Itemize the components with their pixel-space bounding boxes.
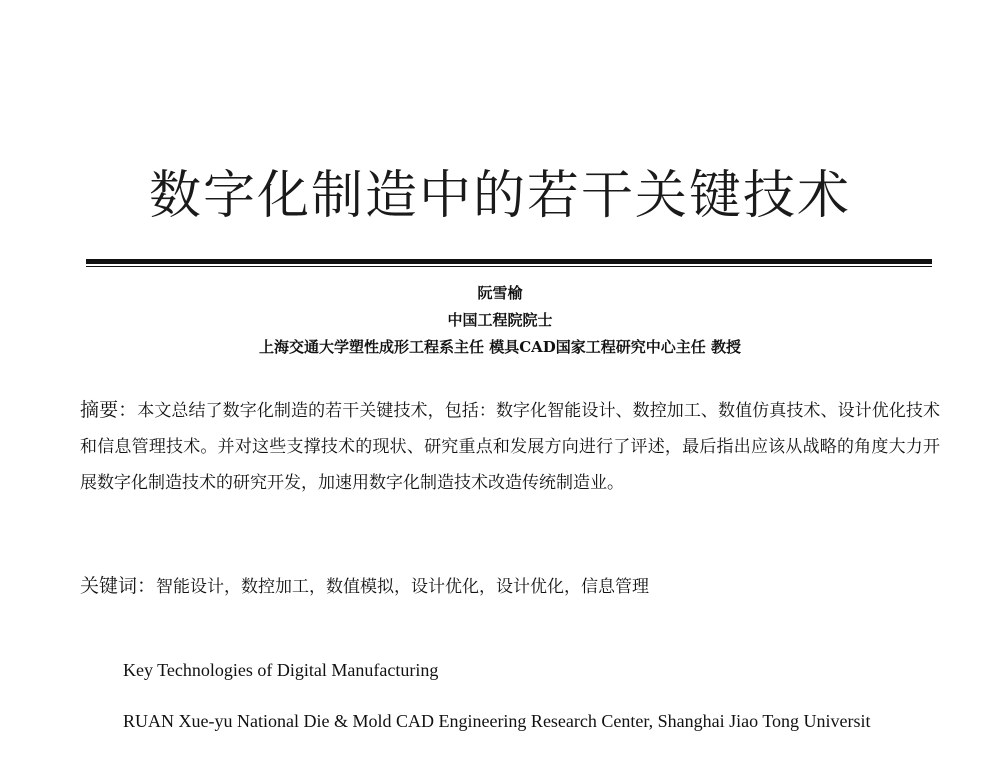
abstract — [80, 392, 940, 501]
paper-title: 数字化制造中的若干关键技术 — [148, 166, 851, 226]
keywords-label: 关键词： — [80, 575, 157, 597]
abstract-text: 本文总结了数字化制造的若干关键技术，包括：数字化智能设计、数控加工、数值仿真技术、设计优化技术和信息管理技术。并对这些支撑技术的现状、研究重点和发展方向进行了评述，最后指出应该从战略的角度大力开展数字化制造技术的研究开发，加速用数字化制造技术改造传统制造业。 — [80, 401, 940, 493]
english-title: Key Technologies of Digital Manufacturing — [123, 660, 439, 680]
keywords-text: 智能设计，数控加工，数值模拟，设计优化，设计优化，信息管理 — [156, 577, 650, 597]
abstract-label: 摘要： — [80, 399, 138, 421]
author-affiliation: 上海交通大学塑性成形工程系主任 模具CAD国家工程研究中心主任 教授 — [258, 338, 742, 356]
author-title: 中国工程院院士 — [447, 311, 553, 329]
keywords — [80, 568, 940, 605]
author-block — [0, 280, 1000, 361]
author-name: 阮雪榆 — [477, 284, 523, 302]
english-affiliation: RUAN Xue-yu National Die & Mold CAD Engineering Research Center, Shanghai Jiao Tong Universit — [123, 711, 871, 731]
title-rule-thin — [86, 266, 932, 267]
title-rule-thick — [86, 259, 932, 264]
